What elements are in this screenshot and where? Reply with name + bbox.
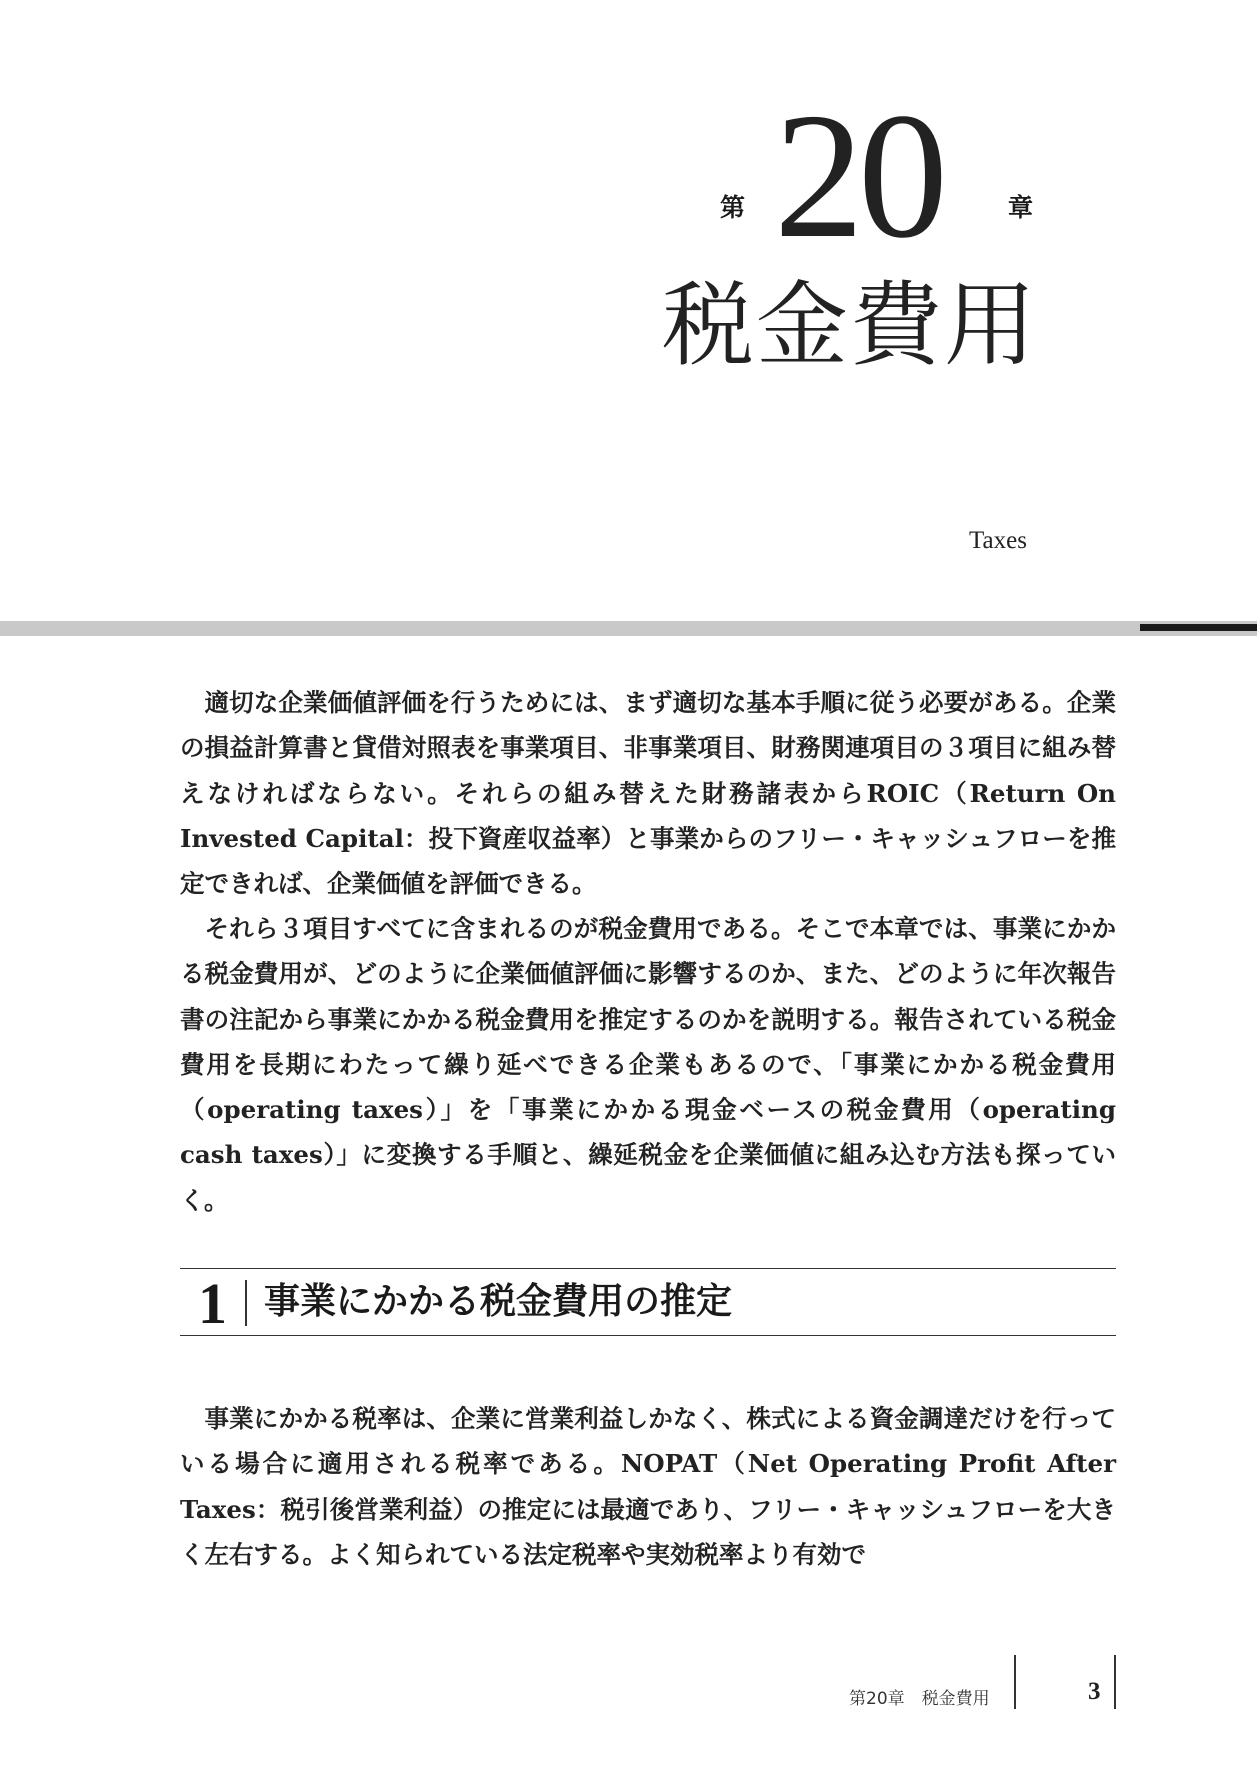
footer-divider-left [1014, 1655, 1016, 1709]
section-heading [180, 1268, 1116, 1336]
header-divider [0, 621, 1257, 636]
intro-paragraph-2: それら３項目すべてに含まれるのが税金費用である。そこで本章では、事業にかかる税金費用が、どのように企業価値評価に影響するのか、また、どのように年次報告書の注記から事業にかかる税金費用を推定するのかを説明する。報告されている税金費用を長期にわたって繰り延べできる企業もあるので、「事業にかかる税金費用（operating taxes）」を「事業にかかる現金ベースの税金費用（operating cash taxes）」に変換する手順と、繰延税金を企業価値に組み込む方法も探っていく。 [180, 914, 1116, 1215]
page-number: 3 [1088, 1678, 1101, 1705]
chapter-suffix: 章 [1008, 193, 1034, 222]
intro-paragraph-1: 適切な企業価値評価を行うためには、まず適切な基本手順に従う必要がある。企業の損益計算書と貸借対照表を事業項目、非事業項目、財務関連項目の３項目に組み替えなければならない。それらの組み替えた財務諸表からROIC（Return On Invested Capital：投下資産収益率）と事業からのフリー・キャッシュフローを推定できれば、企業価値を評価できる。 [180, 688, 1116, 899]
chapter-title: 税金費用 [662, 272, 1039, 379]
section-title: 事業にかかる税金費用の推定 [264, 1280, 733, 1322]
chapter-subtitle: Taxes [969, 527, 1027, 554]
section-number: 1 [198, 1271, 227, 1336]
footer-chapter-label: 第20章 税金費用 [849, 1689, 990, 1709]
chapter-number: 20 [774, 76, 942, 275]
header-divider-accent [1140, 624, 1257, 631]
section-heading-divider [245, 1280, 247, 1326]
section-paragraph: 事業にかかる税率は、企業に営業利益しかなく、株式による資金調達だけを行っている場合に適用される税率である。NOPAT（Net Operating Profit After Taxes：税引後営業利益）の推定には最適であり、フリー・キャッシュフローを大きく左右する。よく知られている法定税率や実効税率より有効で [180, 1404, 1116, 1569]
chapter-prefix: 第 [720, 193, 746, 222]
footer-divider-right [1114, 1655, 1116, 1709]
